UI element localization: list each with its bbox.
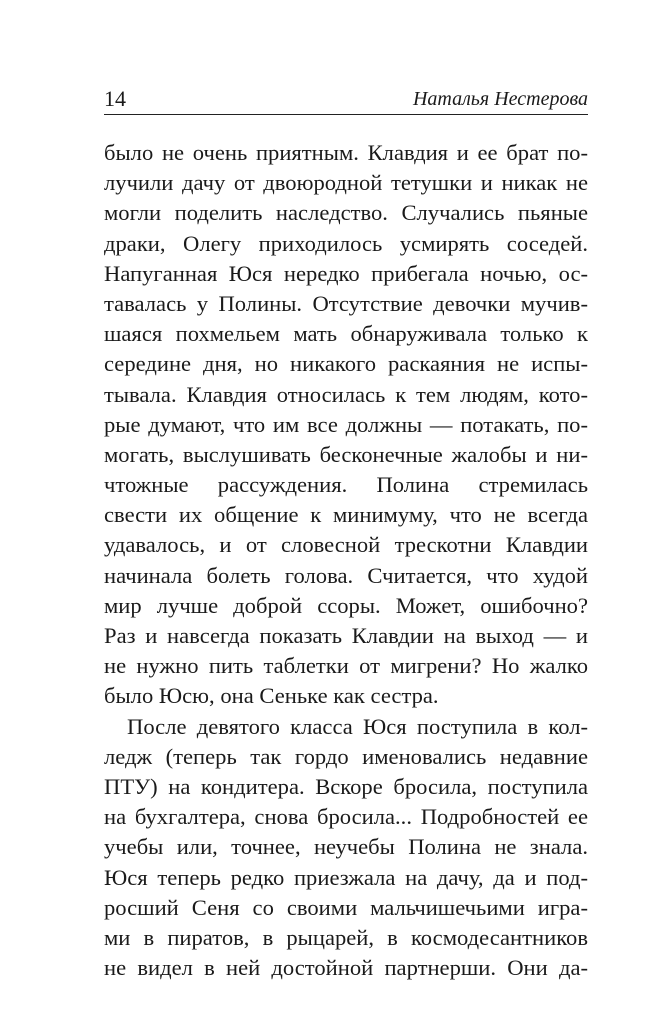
text-line: удавалось, и от словесной трескотни Клавдии	[104, 532, 588, 558]
text-line: учебы или, точнее, неучебы Полина не знала.	[104, 834, 588, 860]
text-line: могли поделить наследство. Случались пьяные	[104, 200, 588, 226]
text-line: тавалась у Полины. Отсутствие девочки мучив-	[104, 290, 588, 316]
text-line: было не очень приятным. Клавдия и ее брат по-	[104, 140, 588, 165]
text-line: Напуганная Юся нередко прибегала ночью, ос-	[104, 260, 588, 286]
text-line: свести их общение к минимуму, что не всегда	[104, 502, 588, 528]
text-line: шаяся похмельем мать обнаруживала только к	[104, 321, 588, 347]
text-line: чтожные рассуждения. Полина стремилась	[104, 472, 588, 498]
text-line: не видел в ней достойной партнерши. Они да-	[104, 955, 588, 981]
text-line: могать, выслушивать бесконечные жалобы и ни-	[104, 441, 588, 467]
text-line: росший Сеня со своими мальчишечьими игра-	[104, 894, 588, 920]
text-line-paragraph-end: было Юсю, она Сеньке как сестра.	[104, 683, 439, 709]
text-line: не нужно пить таблетки от мигрени? Но жалко	[104, 653, 588, 679]
text-line: тывала. Клавдия относилась к тем людям, кото-	[104, 381, 588, 407]
text-line: ледж (теперь так гордо именовались недавние	[104, 743, 588, 769]
text-line: на бухгалтера, снова бросила... Подробностей ее	[104, 804, 588, 830]
author-name: Наталья Нестерова	[412, 88, 588, 110]
text-line: мир лучше доброй ссоры. Может, ошибочно?	[104, 592, 588, 618]
text-line: середине дня, но никакого раскаяния не испы-	[104, 351, 588, 377]
text-line: лучили дачу от двоюродной тетушки и никак не	[104, 170, 588, 196]
running-header	[104, 86, 588, 115]
text-line: драки, Олегу приходилось усмирять соседей.	[104, 230, 588, 256]
body-text	[104, 138, 588, 983]
page-number: 14	[104, 86, 126, 111]
text-line-paragraph-start: После девятого класса Юся поступила в кол-	[127, 713, 588, 739]
text-line: ПТУ) на кондитера. Вскоре бросила, поступила	[104, 773, 588, 799]
text-line: Юся теперь редко приезжала на дачу, да и под-	[104, 864, 588, 890]
text-line: ми в пиратов, в рыцарей, в космодесантников	[104, 924, 588, 950]
text-line: Раз и навсегда показать Клавдии на выход — и	[104, 623, 588, 648]
text-line: начинала болеть голова. Считается, что худой	[104, 562, 588, 588]
text-line: рые думают, что им все должны — потакать, по-	[104, 411, 588, 437]
